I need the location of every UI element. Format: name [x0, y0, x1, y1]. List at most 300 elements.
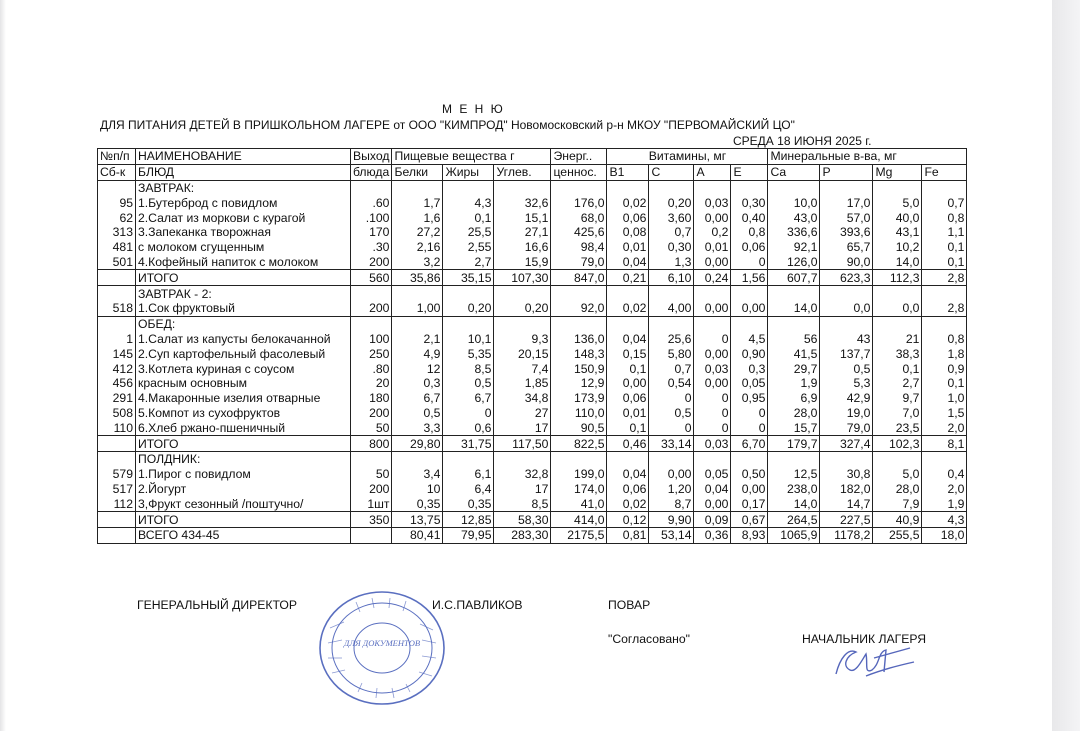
table-row — [98, 301, 967, 316]
table-cell: 0,1 — [607, 420, 649, 435]
table-cell: 1.Сок фруктовый — [136, 301, 351, 316]
table-cell: 3.Котлета куриная с соусом — [136, 361, 351, 376]
table-cell: 0 — [731, 420, 768, 435]
table-cell: 7,4 — [494, 361, 551, 376]
table-cell: 12,9 — [551, 376, 607, 391]
table-cell: 0,0 — [873, 301, 922, 316]
table-cell: 0,00 — [694, 346, 731, 361]
table-cell: 0,01 — [694, 240, 731, 255]
table-cell: 0,02 — [607, 496, 649, 511]
table-cell: 8,5 — [443, 361, 494, 376]
table-cell: 5,0 — [873, 195, 922, 210]
director-name: И.С.ПАВЛИКОВ — [432, 598, 523, 612]
table-row — [98, 346, 967, 361]
table-cell: .80 — [351, 361, 392, 376]
table-cell — [820, 316, 873, 331]
table-cell: 0,05 — [694, 467, 731, 482]
table-cell: 1 — [98, 332, 136, 347]
table-cell: 0,1 — [607, 361, 649, 376]
table-cell: 15,9 — [494, 255, 551, 270]
table-cell: 0,9 — [922, 361, 967, 376]
table-cell: 412 — [98, 361, 136, 376]
table-cell: 1,1 — [922, 225, 967, 240]
table-cell: 150,9 — [551, 361, 607, 376]
table-cell: 19,0 — [820, 406, 873, 421]
table-cell: 0,03 — [694, 361, 731, 376]
table-cell: 283,30 — [494, 527, 551, 543]
table-cell: 2,8 — [922, 301, 967, 316]
table-cell: 0,04 — [607, 255, 649, 270]
table-cell — [649, 451, 694, 466]
table-cell: 8,7 — [649, 496, 694, 511]
table-cell: 12,5 — [768, 467, 820, 482]
column-header: Са — [768, 164, 820, 180]
table-cell: 28,0 — [873, 482, 922, 497]
table-cell — [607, 286, 649, 301]
table-row — [98, 332, 967, 347]
column-header: блюда — [351, 164, 392, 180]
table-cell: 1,9 — [922, 496, 967, 511]
table-cell: 9,7 — [873, 391, 922, 406]
table-cell: 3,60 — [649, 210, 694, 225]
column-header: Е — [731, 164, 768, 180]
table-cell — [551, 180, 607, 195]
table-cell: 0,21 — [607, 270, 649, 286]
menu-table — [97, 148, 967, 544]
table-cell: 0,1 — [922, 255, 967, 270]
table-cell: 170 — [351, 225, 392, 240]
table-cell — [392, 180, 443, 195]
table-cell: ИТОГО — [136, 270, 351, 286]
table-cell: 0,20 — [494, 301, 551, 316]
table-cell: 0,04 — [607, 467, 649, 482]
table-cell: 0,00 — [694, 496, 731, 511]
table-cell: ОБЕД: — [136, 316, 351, 331]
table-cell: 0,6 — [443, 420, 494, 435]
column-header: Витамины, мг — [607, 149, 768, 165]
table-cell: 53,14 — [649, 527, 694, 543]
column-header: Fe — [922, 164, 967, 180]
table-cell: 0,7 — [649, 361, 694, 376]
column-header: Р — [820, 164, 873, 180]
table-cell: 4,3 — [922, 512, 967, 528]
signature — [826, 640, 918, 682]
table-cell: 80,41 — [392, 527, 443, 543]
table-row — [98, 361, 967, 376]
table-cell: 1,5 — [922, 406, 967, 421]
table-cell: 0,1 — [922, 376, 967, 391]
table-cell: 9,3 — [494, 332, 551, 347]
table-cell: ЗАВТРАК: — [136, 180, 351, 195]
table-cell: 107,30 — [494, 270, 551, 286]
table-cell: 0 — [649, 420, 694, 435]
table-cell: 23,5 — [873, 420, 922, 435]
table-cell: 65,7 — [820, 240, 873, 255]
table-cell: 0,5 — [649, 406, 694, 421]
table-cell: 0,00 — [607, 376, 649, 391]
table-cell: 15,1 — [494, 210, 551, 225]
table-cell: 1,56 — [731, 270, 768, 286]
table-cell: 5,0 — [873, 467, 922, 482]
column-header: Углев. — [494, 164, 551, 180]
table-cell: 1,7 — [392, 195, 443, 210]
table-cell: 0,0 — [820, 301, 873, 316]
table-cell: 0 — [649, 391, 694, 406]
table-cell: 0,67 — [731, 512, 768, 528]
table-cell: 2,55 — [443, 240, 494, 255]
table-cell: 35,15 — [443, 270, 494, 286]
table-cell: 2.Суп картофельный фасолевый — [136, 346, 351, 361]
table-cell: 0,00 — [694, 210, 731, 225]
table-cell: 0,06 — [607, 210, 649, 225]
column-header: БЛЮД — [136, 164, 351, 180]
table-cell: 4,00 — [649, 301, 694, 316]
table-cell: 92,0 — [551, 301, 607, 316]
table-cell: 40,0 — [873, 210, 922, 225]
column-header: В1 — [607, 164, 649, 180]
table-cell: 137,7 — [820, 346, 873, 361]
table-cell: 2,0 — [922, 482, 967, 497]
table-cell: 179,7 — [768, 436, 820, 452]
table-cell: 0,8 — [731, 225, 768, 240]
table-cell: 200 — [351, 406, 392, 421]
table-cell: 0,02 — [607, 195, 649, 210]
table-cell: 0,00 — [649, 467, 694, 482]
table-cell: 1.Пирог с повидлом — [136, 467, 351, 482]
table-cell — [98, 286, 136, 301]
table-cell: 6,70 — [731, 436, 768, 452]
table-cell: 58,30 — [494, 512, 551, 528]
table-cell — [731, 286, 768, 301]
grand-total-row — [98, 527, 967, 543]
director-label: ГЕНЕРАЛЬНЫЙ ДИРЕКТОР — [137, 598, 297, 612]
table-row — [98, 482, 967, 497]
table-cell: 0,06 — [731, 240, 768, 255]
table-cell: 0,15 — [607, 346, 649, 361]
table-cell: 0,1 — [922, 240, 967, 255]
table-cell: 1178,2 — [820, 527, 873, 543]
table-cell: 42,9 — [820, 391, 873, 406]
table-cell: 176,0 — [551, 195, 607, 210]
table-cell: 50 — [351, 467, 392, 482]
table-row — [98, 210, 967, 225]
table-cell — [820, 180, 873, 195]
table-cell: 2,16 — [392, 240, 443, 255]
column-header: Минеральные в-ва, мг — [768, 149, 967, 165]
table-cell: 250 — [351, 346, 392, 361]
table-cell: 3.Запеканка творожная — [136, 225, 351, 240]
table-cell: 25,6 — [649, 332, 694, 347]
table-cell: 0,05 — [731, 376, 768, 391]
table-cell: с молоком сгущенным — [136, 240, 351, 255]
page-edge-right — [1052, 0, 1080, 731]
table-cell: 3,4 — [392, 467, 443, 482]
table-cell: 623,3 — [820, 270, 873, 286]
table-cell: 25,5 — [443, 225, 494, 240]
header-row-bottom — [98, 164, 967, 180]
table-cell: 0,00 — [694, 301, 731, 316]
table-cell: 0,00 — [731, 301, 768, 316]
table-cell — [607, 180, 649, 195]
table-cell — [768, 180, 820, 195]
table-cell: 0,1 — [873, 361, 922, 376]
table-cell: 517 — [98, 482, 136, 497]
table-cell: 95 — [98, 195, 136, 210]
table-cell: 0 — [694, 391, 731, 406]
table-cell — [873, 451, 922, 466]
table-cell: ВСЕГО 434-45 — [136, 527, 351, 543]
table-cell: 34,8 — [494, 391, 551, 406]
table-cell: 456 — [98, 376, 136, 391]
total-row — [98, 436, 967, 452]
table-cell: 336,6 — [768, 225, 820, 240]
table-cell: 1065,9 — [768, 527, 820, 543]
table-cell: 6,4 — [443, 482, 494, 497]
column-header: Пищевые вещества г — [392, 149, 551, 165]
table-cell: 0,54 — [649, 376, 694, 391]
page-edge-left — [0, 0, 6, 731]
table-cell: 255,5 — [873, 527, 922, 543]
table-cell: 12,85 — [443, 512, 494, 528]
table-cell: 3,3 — [392, 420, 443, 435]
table-cell — [98, 316, 136, 331]
table-cell: 327,4 — [820, 436, 873, 452]
table-cell: 1,6 — [392, 210, 443, 225]
document-title: М Е Н Ю — [442, 102, 505, 116]
table-cell: 41,5 — [768, 346, 820, 361]
table-cell: 5.Компот из сухофруктов — [136, 406, 351, 421]
table-cell — [694, 180, 731, 195]
table-cell: 0,24 — [694, 270, 731, 286]
table-cell: 0,1 — [443, 210, 494, 225]
table-cell: 1,9 — [768, 376, 820, 391]
table-cell — [607, 451, 649, 466]
column-header: А — [694, 164, 731, 180]
table-cell: 29,80 — [392, 436, 443, 452]
column-header: Белки — [392, 164, 443, 180]
table-cell: 6,10 — [649, 270, 694, 286]
table-cell: 32,6 — [494, 195, 551, 210]
table-cell: 2,1 — [392, 332, 443, 347]
table-cell: 1шт — [351, 496, 392, 511]
column-header: Выход — [351, 149, 392, 165]
table-cell: 0,4 — [922, 467, 967, 482]
table-cell: ИТОГО — [136, 512, 351, 528]
round-stamp — [316, 588, 448, 708]
table-cell: 1,8 — [922, 346, 967, 361]
table-cell — [922, 451, 967, 466]
table-cell: 2,0 — [922, 420, 967, 435]
table-cell — [731, 451, 768, 466]
table-row — [98, 195, 967, 210]
table-cell: 43,1 — [873, 225, 922, 240]
table-cell: 0,5 — [392, 406, 443, 421]
table-cell — [694, 316, 731, 331]
table-cell: 79,95 — [443, 527, 494, 543]
table-cell — [768, 451, 820, 466]
table-row — [98, 406, 967, 421]
table-cell: 16,6 — [494, 240, 551, 255]
table-cell: 10 — [392, 482, 443, 497]
table-cell: 2.Салат из моркови с курагой — [136, 210, 351, 225]
table-cell: 62 — [98, 210, 136, 225]
table-cell: 264,5 — [768, 512, 820, 528]
table-cell: 18,0 — [922, 527, 967, 543]
table-cell: 0,17 — [731, 496, 768, 511]
table-cell: 0,90 — [731, 346, 768, 361]
table-cell: 0,04 — [607, 332, 649, 347]
table-cell: 17 — [494, 420, 551, 435]
table-cell: 20 — [351, 376, 392, 391]
table-cell — [98, 270, 136, 286]
table-cell: 0,8 — [922, 332, 967, 347]
table-cell: 0,35 — [392, 496, 443, 511]
table-cell: 0,50 — [731, 467, 768, 482]
document-subtitle: ДЛЯ ПИТАНИЯ ДЕТЕЙ В ПРИШКОЛЬНОМ ЛАГЕРЕ от ООО "КИМПРОД" Новомосковский р-н МКОУ "ПЕРВОМАЙСКИЙ ЦО" — [100, 118, 795, 132]
table-cell — [98, 436, 136, 452]
table-row — [98, 467, 967, 482]
table-cell: 199,0 — [551, 467, 607, 482]
table-row — [98, 420, 967, 435]
table-cell: 90,5 — [551, 420, 607, 435]
table-cell: 1,0 — [922, 391, 967, 406]
table-cell: 174,0 — [551, 482, 607, 497]
section-title-row — [98, 180, 967, 195]
table-cell: ЗАВТРАК - 2: — [136, 286, 351, 301]
table-cell: ИТОГО — [136, 436, 351, 452]
column-header: Сб-к — [98, 164, 136, 180]
table-cell: 0,35 — [443, 496, 494, 511]
table-cell — [98, 180, 136, 195]
table-cell: 0,02 — [607, 301, 649, 316]
table-cell: 0,01 — [607, 240, 649, 255]
table-cell — [768, 286, 820, 301]
table-cell: 32,8 — [494, 467, 551, 482]
table-cell — [873, 180, 922, 195]
table-cell: 3,2 — [392, 255, 443, 270]
table-cell: 200 — [351, 255, 392, 270]
table-cell: 110 — [98, 420, 136, 435]
table-cell: 0,20 — [649, 195, 694, 210]
table-cell — [392, 316, 443, 331]
table-cell: 847,0 — [551, 270, 607, 286]
column-header: Жиры — [443, 164, 494, 180]
table-cell: 0 — [694, 420, 731, 435]
table-cell: 0,5 — [443, 376, 494, 391]
table-cell: 0,06 — [607, 482, 649, 497]
column-header: С — [649, 164, 694, 180]
table-cell: 6,7 — [443, 391, 494, 406]
table-cell: 4,5 — [731, 332, 768, 347]
stamp-label: ДЛЯ ДОКУМЕНТОВ — [343, 638, 421, 648]
table-cell: 8,1 — [922, 436, 967, 452]
table-cell: 0,09 — [694, 512, 731, 528]
table-cell: 5,35 — [443, 346, 494, 361]
table-cell — [873, 286, 922, 301]
table-cell: 30,8 — [820, 467, 873, 482]
table-cell: 1,00 — [392, 301, 443, 316]
table-cell: 6.Хлеб ржано-пшеничный — [136, 420, 351, 435]
table-cell: .100 — [351, 210, 392, 225]
table-cell: 5,3 — [820, 376, 873, 391]
table-cell: 227,5 — [820, 512, 873, 528]
table-cell — [443, 286, 494, 301]
table-cell: 40,9 — [873, 512, 922, 528]
table-cell: 0 — [694, 406, 731, 421]
table-cell: 0,8 — [922, 210, 967, 225]
table-cell: 1,85 — [494, 376, 551, 391]
table-cell: 10,2 — [873, 240, 922, 255]
table-cell: 4.Макаронные изелия отварные — [136, 391, 351, 406]
table-cell — [494, 286, 551, 301]
table-cell: красным основным — [136, 376, 351, 391]
table-cell: 1.Салат из капусты белокачанной — [136, 332, 351, 347]
table-cell: 579 — [98, 467, 136, 482]
table-cell: 0,12 — [607, 512, 649, 528]
table-cell — [98, 512, 136, 528]
column-header: Mg — [873, 164, 922, 180]
table-cell: 182,0 — [820, 482, 873, 497]
table-cell: 0,40 — [731, 210, 768, 225]
table-cell: 17 — [494, 482, 551, 497]
cook-label: ПОВАР — [608, 598, 651, 612]
table-cell: 0,7 — [649, 225, 694, 240]
table-cell: 92,1 — [768, 240, 820, 255]
table-cell — [351, 180, 392, 195]
table-cell: 2,8 — [922, 270, 967, 286]
table-cell — [443, 316, 494, 331]
table-cell: 15,7 — [768, 420, 820, 435]
table-cell: 607,7 — [768, 270, 820, 286]
column-header: НАИМЕНОВАНИЕ — [136, 149, 351, 165]
table-row — [98, 255, 967, 270]
table-cell: 173,9 — [551, 391, 607, 406]
table-cell: 21 — [873, 332, 922, 347]
table-row — [98, 240, 967, 255]
table-cell — [922, 316, 967, 331]
table-cell: 6,1 — [443, 467, 494, 482]
table-cell: 35,86 — [392, 270, 443, 286]
table-row — [98, 496, 967, 511]
table-cell: 38,3 — [873, 346, 922, 361]
table-cell: 98,4 — [551, 240, 607, 255]
table-cell: 0,04 — [694, 482, 731, 497]
table-row — [98, 376, 967, 391]
table-cell: 1,20 — [649, 482, 694, 497]
section-title-row — [98, 286, 967, 301]
table-cell: 79,0 — [551, 255, 607, 270]
table-cell: 0,81 — [607, 527, 649, 543]
table-cell: 20,15 — [494, 346, 551, 361]
table-cell: 350 — [351, 512, 392, 528]
table-cell: 27 — [494, 406, 551, 421]
table-cell: 12 — [392, 361, 443, 376]
table-cell: 0,7 — [922, 195, 967, 210]
table-cell — [649, 180, 694, 195]
table-cell — [551, 286, 607, 301]
table-cell: 501 — [98, 255, 136, 270]
table-cell: 8,93 — [731, 527, 768, 543]
table-cell — [694, 451, 731, 466]
table-cell: 4,9 — [392, 346, 443, 361]
table-cell: 313 — [98, 225, 136, 240]
table-cell: 112 — [98, 496, 136, 511]
table-cell: 518 — [98, 301, 136, 316]
table-cell: .60 — [351, 195, 392, 210]
table-cell: 43,0 — [768, 210, 820, 225]
table-cell: 4.Кофейный напиток с молоком — [136, 255, 351, 270]
header-row-top — [98, 149, 967, 165]
